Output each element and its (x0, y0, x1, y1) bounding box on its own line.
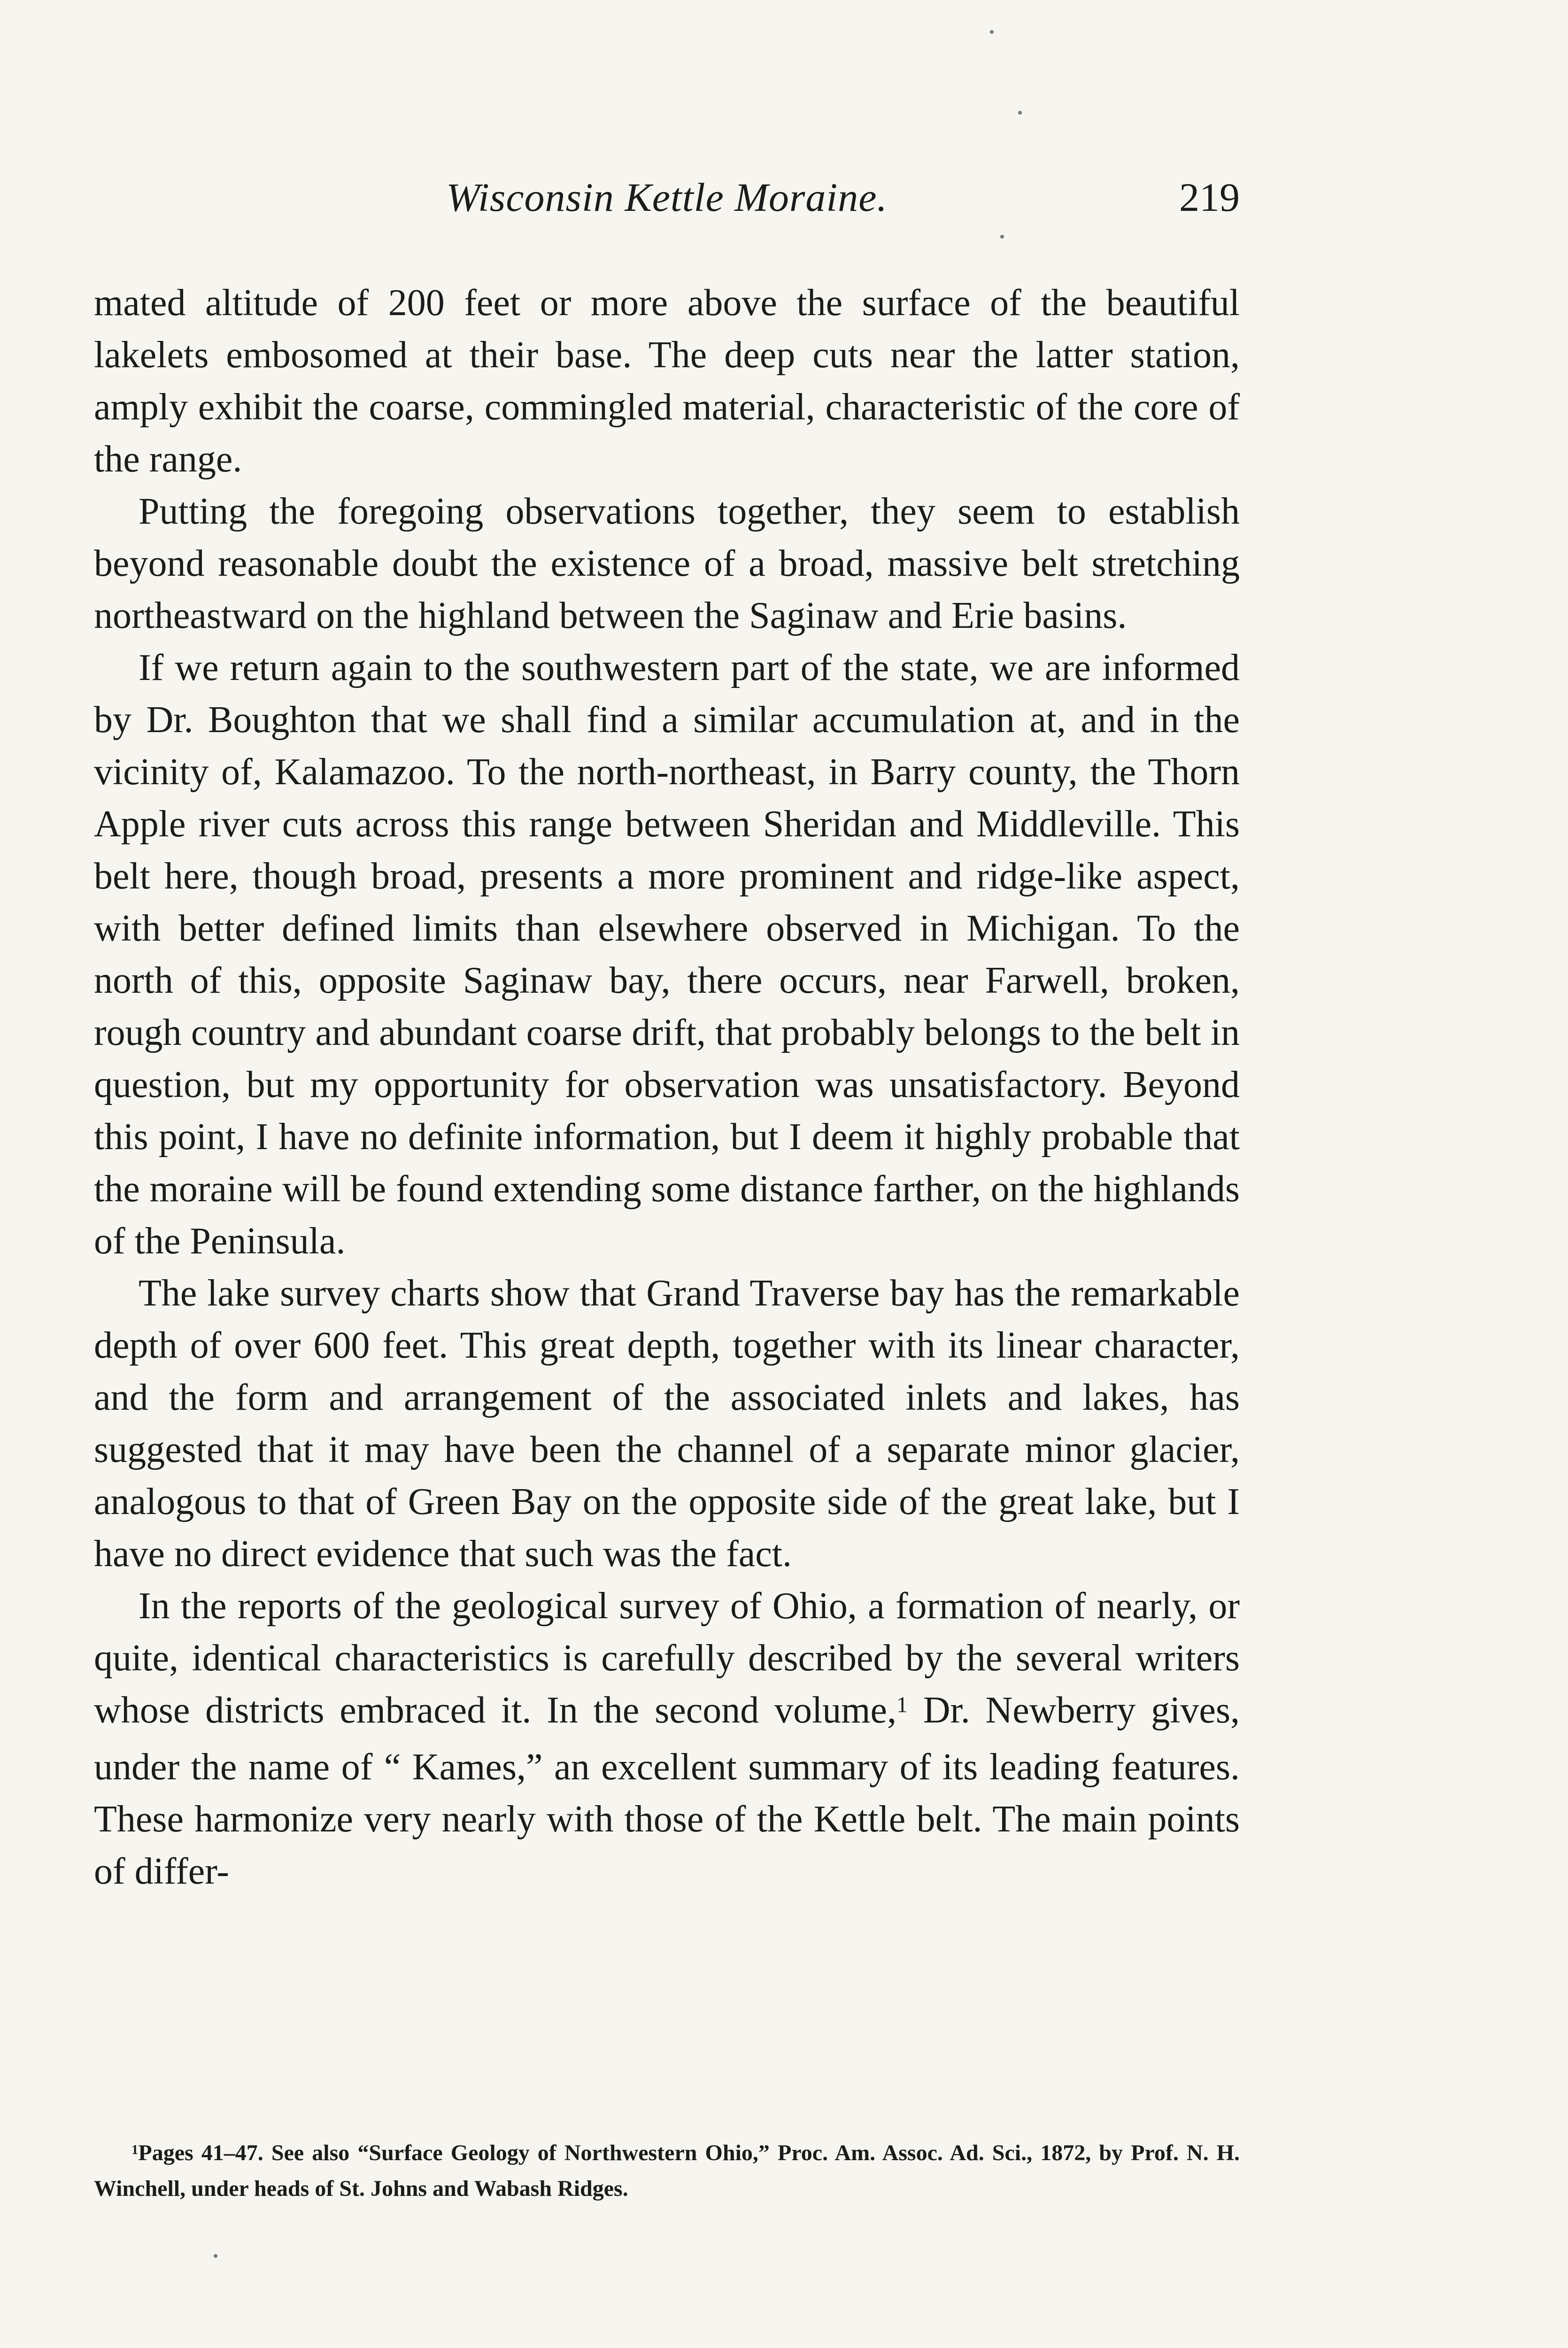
paragraph: Putting the foregoing observations together, they seem to establish beyond reasonable doubt the existence of a broad, massive belt stretching northeastward on the highland between the Saginaw and Erie basins. (94, 491, 1240, 636)
running-title: Wisconsin Kettle Moraine. (446, 175, 888, 220)
footnote-marker: 1 (131, 2142, 139, 2158)
page-header (94, 171, 1240, 223)
paragraph-continued: mated altitude of 200 feet or more above the surface of the beautiful lakelets embosomed at their base. The deep cuts near the latter station, amply exhibit the coarse, commingled material, characteristic of the core of the range. (94, 282, 1240, 480)
print-speck (1018, 111, 1022, 115)
page-number: 219 (1179, 175, 1240, 220)
paragraph-text-part: Dr. Newberry gives, under the name of “ Kames,” an excellent summary of its leading features. These harmonize very nearly with those of the Kettle belt. The main points of differ- (94, 1690, 1240, 1892)
footnote-text: Pages 41–47. See also “Surface Geology of Northwestern Ohio,” Proc. Am. Assoc. Ad. Sci., 1872, by Prof. N. H. Winchell, under heads of St. Johns and Wabash Ridges. (94, 2140, 1240, 2201)
print-speck (990, 30, 994, 34)
paragraph-with-footnote-reference (94, 1580, 1240, 1898)
main-text (94, 277, 1240, 1898)
print-speck (214, 2254, 217, 2258)
footnote-area (94, 2137, 1240, 2205)
paragraph: If we return again to the southwestern part of the state, we are informed by Dr. Boughton that we shall find a similar accumulation at, and in the vicinity of, Kalamazoo. To the north-northeast, in Barry county, the Thorn Apple river cuts across this range between Sheridan and Middleville. This belt here, though broad, presents a more prominent and ridge-like aspect, with better defined limits than elsewhere observed in Michigan. To the north of this, opposite Saginaw bay, there occurs, near Farwell, broken, rough country and abundant coarse drift, that probably belongs to the belt in question, but my opportunity for observation was unsatisfactory. Beyond this point, I have no definite information, but I deem it highly probable that the moraine will be found extending some distance farther, on the highlands of the Peninsula. (94, 647, 1240, 1262)
print-speck (1000, 235, 1004, 239)
footnote-reference-marker: 1 (896, 1692, 908, 1718)
paragraph-text-part: In the reports of the geological survey of Ohio, a formation of nearly, or quite, identical characteristics is carefully described by the several writers whose districts embraced it. In the second volume, (94, 1585, 1240, 1731)
paragraph: The lake survey charts show that Grand Traverse bay has the remarkable depth of over 600 feet. This great depth, together with its linear character, and the form and arrangement of the associated inlets and lakes, has suggested that it may have been the channel of a separate minor glacier, analogous to that of Green Bay on the opposite side of the great lake, but I have no direct evidence that such was the fact. (94, 1273, 1240, 1575)
footnote (94, 2137, 1240, 2205)
